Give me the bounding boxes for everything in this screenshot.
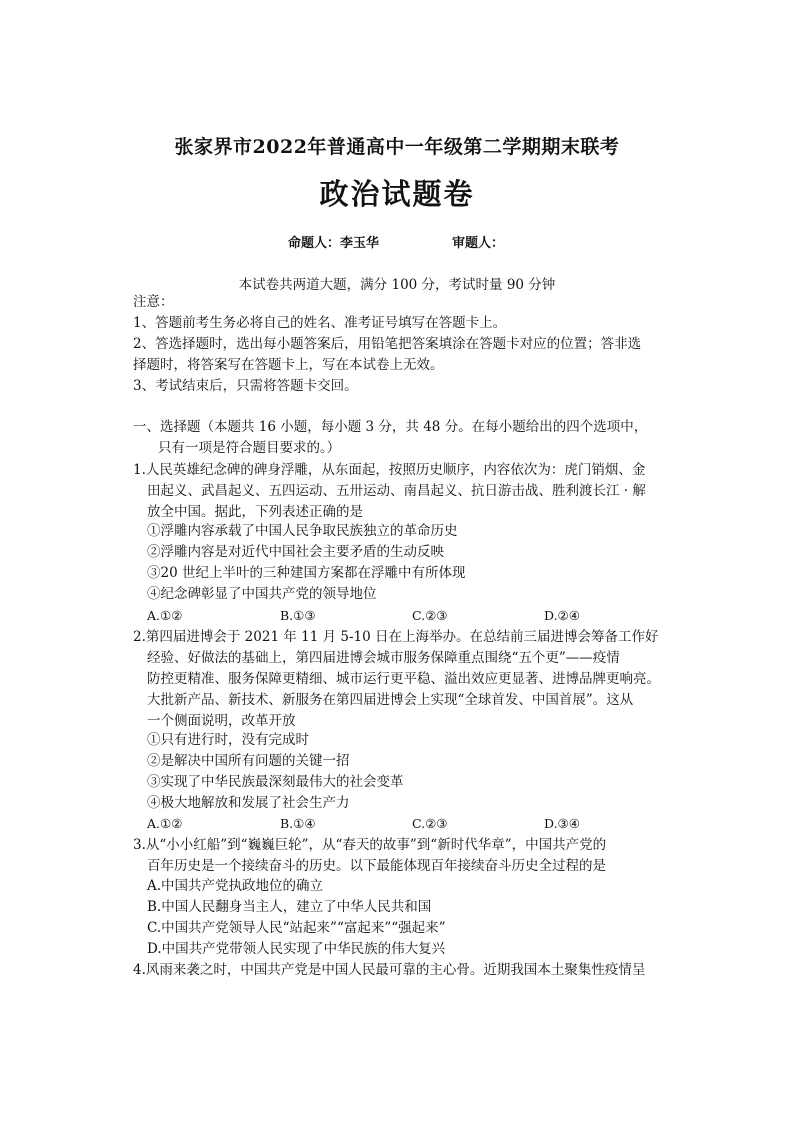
- question-1-statement: ①浮雕内容承载了中国人民争取民族独立的革命历史: [147, 523, 458, 539]
- option-d[interactable]: D.③④: [544, 816, 580, 831]
- question-3-stem: 百年历史是一个接续奋斗的历史。以下最能体现百年接续奋斗历史全过程的是: [147, 858, 606, 874]
- question-2-stem: 一个侧面说明，改革开放: [147, 713, 296, 729]
- question-2-stem: 2.第四届进博会于 2021 年 11 月 5-10 日在上海举办。在总结前三届进博会筹备工作好: [133, 629, 659, 645]
- notice-item: 1、答题前考生务必将自己的姓名、准考证号填写在答题卡上。: [133, 315, 507, 331]
- question-2-statement: ④极大地解放和发展了社会生产力: [147, 795, 350, 811]
- question-2-stem: 大批新产品、新技术、新服务在第四届进博会上实现“全球首发、中国首展”。这从: [147, 692, 634, 708]
- option-c[interactable]: C.中国共产党领导人民“站起来”“富起来”“强起来”: [147, 920, 446, 936]
- question-1-statement: ④纪念碑彰显了中国共产党的领导地位: [147, 586, 377, 602]
- section-heading: 一、选择题（本题共 16 小题，每小题 3 分，共 48 分。在每小题给出的四个选项中，: [133, 419, 648, 435]
- question-2-statement: ①只有进行时，没有完成时: [147, 732, 309, 748]
- notice-heading: 注意：: [133, 294, 174, 310]
- notice-item: 2、答选择题时，选出每小题答案后，用铅笔把答案填涂在答题卡对应的位置；答非选: [133, 336, 642, 352]
- question-1-stem: 放全中国。据此，下列表述正确的是: [147, 504, 363, 520]
- option-d[interactable]: D.②④: [544, 608, 580, 623]
- question-2-stem: 经验、好做法的基础上，第四届进博会城市服务保障重点围绕“五个更”——疫情: [147, 650, 620, 666]
- question-1-statement: ③20 世纪上半叶的三种建国方案都在浮雕中有所体现: [147, 565, 466, 581]
- question-3-stem: 3.从“小小红船”到“巍巍巨轮”，从“春天的故事”到“新时代华章”，中国共产党的: [133, 837, 607, 853]
- question-4-stem: 4.风雨来袭之时，中国共产党是中国人民最可靠的主心骨。近期我国本土聚集性疫情呈: [133, 962, 646, 978]
- exam-info: 本试卷共两道大题，满分 100 分，考试时量 90 分钟: [238, 277, 556, 293]
- option-c[interactable]: C.②③: [412, 816, 448, 831]
- author-label: 命题人：李玉华: [288, 236, 380, 251]
- section-heading-cont: 只有一项是符合题目要求的。）: [158, 440, 341, 456]
- notice-item: 择题时，将答案写在答题卡上，写在本试卷上无效。: [133, 357, 444, 373]
- exam-subtitle: 政治试题卷: [319, 177, 475, 211]
- exam-title: 张家界市2022年普通高中一年级第二学期期末联考: [174, 136, 620, 158]
- question-2-stem: 防控更精准、服务保障更精细、城市运行更平稳、溢出效应更显著、进博品牌更响亮。: [147, 671, 660, 687]
- notice-item: 3、考试结束后，只需将答题卡交回。: [133, 378, 358, 394]
- question-1-stem: 1.人民英雄纪念碑的碑身浮雕，从东面起，按照历史顺序，内容依次为：虎门销烟、金: [133, 462, 646, 478]
- question-2-statement: ③实现了中华民族最深刻最伟大的社会变革: [147, 774, 404, 790]
- option-a[interactable]: A.①②: [147, 608, 183, 623]
- option-b[interactable]: B.①④: [280, 816, 316, 831]
- reviewer-label: 审题人：: [452, 236, 505, 251]
- option-a[interactable]: A.中国共产党执政地位的确立: [147, 878, 324, 894]
- question-1-statement: ②浮雕内容是对近代中国社会主要矛盾的生动反映: [147, 544, 444, 560]
- question-1-stem: 田起义、武昌起义、五四运动、五卅运动、南昌起义、抗日游击战、胜利渡长江 · 解: [147, 483, 646, 499]
- option-b[interactable]: B.中国人民翻身当主人，建立了中华人民共和国: [147, 899, 432, 915]
- option-d[interactable]: D.中国共产党带领人民实现了中华民族的伟大复兴: [147, 941, 446, 957]
- option-b[interactable]: B.①③: [280, 608, 316, 623]
- option-a[interactable]: A.①②: [147, 816, 183, 831]
- option-c[interactable]: C.②③: [412, 608, 448, 623]
- question-2-statement: ②是解决中国所有问题的关键一招: [147, 753, 350, 769]
